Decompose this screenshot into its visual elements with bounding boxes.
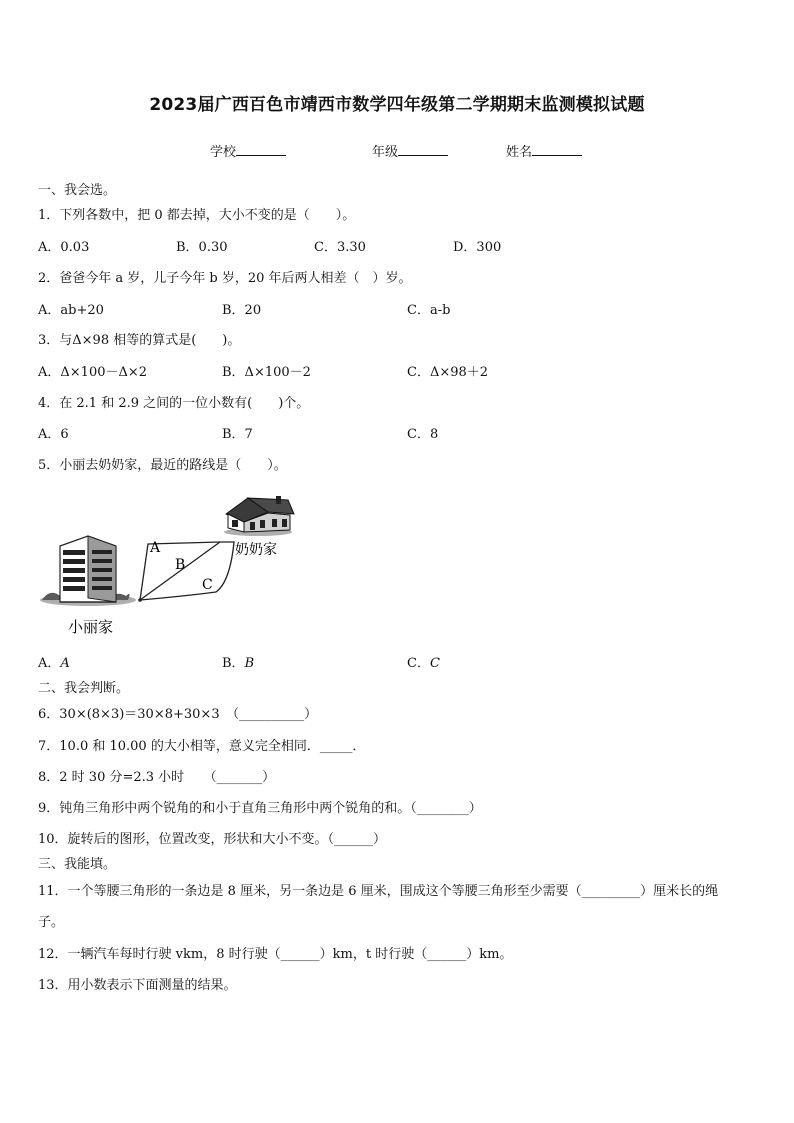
page-title: 2023届广西百色市靖西市数学四年级第二学期期末监测模拟试题	[149, 95, 645, 115]
question-2: 2．爸爸今年 a 岁，儿子今年 b 岁，20 年后两人相差（ ）岁。	[38, 271, 412, 286]
question-1: 1．下列各数中，把 0 都去掉，大小不变的是（ ）。	[38, 208, 356, 223]
q2-option-b[interactable]: B．20	[222, 303, 262, 318]
route-c-label: C	[202, 577, 213, 593]
q1-option-b[interactable]: B．0.30	[176, 240, 228, 255]
section-heading-1: 一、我会选。	[38, 183, 117, 198]
school-field[interactable]	[210, 141, 286, 160]
route-figure	[36, 492, 306, 642]
school-label: 学校	[210, 145, 237, 160]
apartment-building-icon	[40, 536, 136, 606]
section-heading-3: 三、我能填。	[38, 857, 117, 872]
q5-option-c-prefix: C．	[407, 656, 430, 671]
name-field[interactable]	[506, 141, 582, 160]
name-blank[interactable]	[532, 143, 582, 156]
question-8: 8．2 时 30 分=2.3 小时 （_______）	[38, 770, 276, 785]
q5-option-a-prefix: A．	[38, 656, 61, 671]
question-11-line-1: 11．一个等腰三角形的一条边是 8 厘米，另一条边是 6 厘米，围成这个等腰三角形至少需要（_________）厘米长的绳	[38, 884, 719, 899]
question-9: 9．钝角三角形中两个锐角的和小于直角三角形中两个锐角的和。（________）	[38, 801, 482, 816]
q4-option-b[interactable]: B．7	[222, 427, 253, 442]
q2-option-a[interactable]: A．ab+20	[38, 303, 104, 318]
q5-option-b-letter: B	[244, 656, 255, 671]
q5-option-c-letter: C	[429, 656, 440, 671]
question-3: 3．与Δ×98 相等的算式是( )。	[38, 333, 241, 348]
q3-option-b[interactable]: B．Δ×100－2	[222, 365, 311, 380]
grade-field[interactable]	[372, 141, 448, 160]
q5-option-c[interactable]	[407, 656, 440, 672]
q3-option-a[interactable]: A．Δ×100－Δ×2	[38, 365, 148, 380]
grandma-home-label: 奶奶家	[235, 542, 277, 558]
q5-option-a[interactable]	[38, 656, 70, 672]
question-7: 7．10.0 和 10.00 的大小相等，意义完全相同．_____．	[38, 739, 366, 754]
school-blank[interactable]	[236, 143, 286, 156]
q5-option-b-prefix: B．	[222, 656, 245, 671]
house-icon	[224, 496, 294, 536]
section-heading-2: 二、我会判断。	[38, 681, 130, 696]
question-4: 4．在 2.1 和 2.9 之间的一位小数有( )个。	[38, 396, 310, 411]
q5-option-a-letter: A	[60, 656, 70, 671]
xiaoli-home-label: 小丽家	[68, 618, 114, 636]
route-b-label: B	[175, 557, 186, 573]
question-11-line-2: 子。	[38, 915, 65, 930]
q1-option-a[interactable]: A．0.03	[38, 240, 90, 255]
q1-option-c[interactable]: C．3.30	[314, 240, 366, 255]
route-a-label: A	[150, 540, 161, 556]
name-label: 姓名	[506, 145, 533, 160]
question-5: 5．小丽去奶奶家，最近的路线是（ ）。	[38, 458, 287, 473]
q4-option-a[interactable]: A．6	[38, 427, 69, 442]
q5-option-b[interactable]	[222, 656, 254, 672]
q1-option-d[interactable]: D．300	[453, 240, 502, 255]
q4-option-c[interactable]: C．8	[407, 427, 439, 442]
question-10: 10．旋转后的图形，位置改变，形状和大小不变。（______）	[38, 832, 387, 847]
question-13: 13．用小数表示下面测量的结果。	[38, 978, 237, 993]
question-6: 6．30×(8×3)＝30×8+30×3 （__________）	[38, 707, 318, 722]
q2-option-c[interactable]: C．a-b	[407, 303, 451, 318]
grade-blank[interactable]	[398, 143, 448, 156]
q3-option-c[interactable]: C．Δ×98＋2	[407, 365, 489, 380]
grade-label: 年级	[372, 145, 399, 160]
question-12: 12．一辆汽车每时行驶 vkm，8 时行驶（______）km，t 时行驶（______）km。	[38, 947, 513, 962]
